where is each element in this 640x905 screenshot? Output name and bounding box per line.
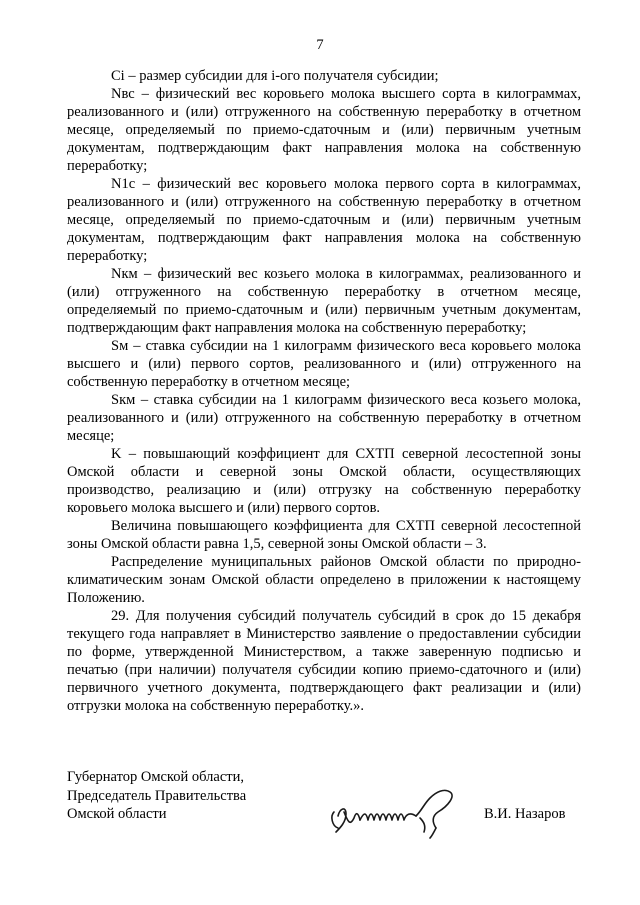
definition-k: K – повышающий коэффициент для СХТП северной лесостепной зоны Омской области и северной зоны Омской области, осуществляющих производство, реализацию и (или) отгрузку на собственную переработку коровьего молока высшего и (или) первого сортов. <box>67 446 581 516</box>
distribution-paragraph: Распределение муниципальных районов Омской области по природно-климатическим зонам Омской области определено в приложении к настоящему Положению. <box>67 554 581 606</box>
signatory-title <box>67 768 246 824</box>
document-body <box>67 67 581 715</box>
page-number: 7 <box>316 37 324 53</box>
definition-sm: Sм – ставка субсидии на 1 килограмм физического веса коровьего молока высшего и (или) первого сортов, реализованного и (или) отгруженного на собственную переработку в отчетном месяце; <box>67 338 581 390</box>
definition-skm: Sкм – ставка субсидии на 1 килограмм физического веса козьего молока, реализованного и (или) отгруженного на собственную переработку в отчетном месяце; <box>67 392 581 444</box>
signatory-title-line-3: Омской области <box>67 806 167 822</box>
signatory-title-line-1: Губернатор Омской области, <box>67 769 244 785</box>
definition-ci: Ci – размер субсидии для i-ого получателя субсидии; <box>111 68 439 84</box>
definition-nvs: Nвс – физический вес коровьего молока высшего сорта в килограммах, реализованного и (или) отгруженного на собственную переработку в отчетном месяце, определяемый по приемо-сдаточным и (или) первичным учетным документам, подтверждающим факт направления молока на собственную переработку; <box>67 86 581 174</box>
clause-29-paragraph: 29. Для получения субсидий получатель субсидий в срок до 15 декабря текущего года направляет в Министерство заявление о предоставлении субсидии по форме, утвержденной Министерством, а также заверенную подписью и печатью (при наличии) получателя субсидии копию приемо-сдаточного и (или) первичного учетного документа, подтверждающего факт реализации и (или) отгрузки молока на собственную переработку.». <box>67 608 581 714</box>
signatory-title-line-2: Председатель Правительства <box>67 787 247 804</box>
signer-name: В.И. Назаров <box>484 806 566 822</box>
definition-n1s: N1с – физический вес коровьего молока первого сорта в килограммах, реализованного и (или) отгруженного на собственную переработку в отчетном месяце, определяемый по приемо-сдаточным и (или) первичным учетным документам, подтверждающим факт направления молока на собственную переработку; <box>67 176 581 264</box>
definition-nkm: Nкм – физический вес козьего молока в килограммах, реализованного и (или) отгруженного на собственную переработку в отчетном месяце, определяемый по приемо-сдаточным и (или) первичным учетным документам, подтверждающим факт направления молока на собственную переработку; <box>67 266 581 336</box>
handwritten-signature <box>320 782 480 842</box>
coefficient-value-paragraph: Величина повышающего коэффициента для СХТП северной лесостепной зоны Омской области равна 1,5, северной зоны Омской области – 3. <box>67 518 581 552</box>
